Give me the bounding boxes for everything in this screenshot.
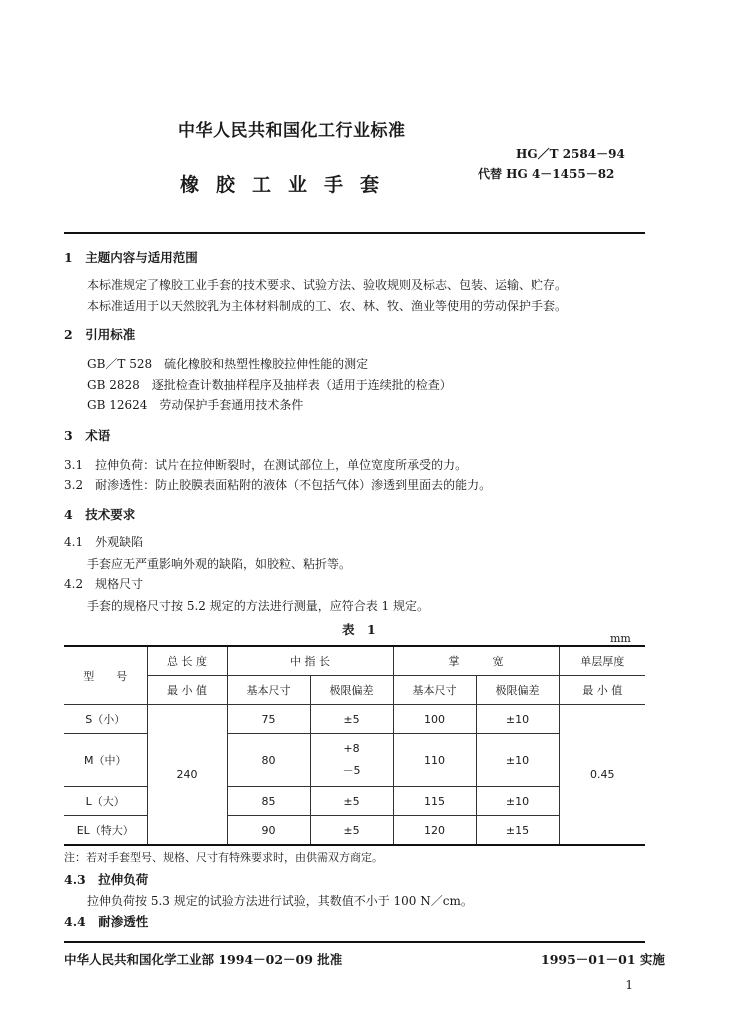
- header-total-length: 总 长 度: [147, 646, 227, 676]
- header-model: 型 号: [64, 646, 147, 705]
- cell-palm-size: 100: [393, 705, 476, 734]
- section-1-paragraph-1: 本标准规定了橡胶工业手套的技术要求、试验方法、验收规则及标志、包装、运输、贮存。: [87, 278, 568, 292]
- cell-palm-deviation: ±10: [476, 705, 559, 734]
- section-4-3-text: 拉伸负荷按 5.3 规定的试验方法进行试验，其数值不小于 100 N／cm。: [87, 894, 473, 908]
- term-item: 3.1 拉伸负荷：试片在拉伸断裂时，在测试部位上，单位宽度所承受的力。: [64, 458, 468, 472]
- cell-palm-size: 115: [393, 787, 476, 816]
- cell-model: M（中）: [64, 734, 147, 787]
- cell-thickness: 0.45: [559, 705, 645, 846]
- header-palm-width: 掌 宽: [393, 646, 559, 676]
- cell-finger-size: 80: [227, 734, 310, 787]
- section-4-heading: 4 技术要求: [64, 507, 136, 522]
- header-min-value: 最 小 值: [559, 676, 645, 705]
- cell-model: EL（特大）: [64, 816, 147, 846]
- cell-palm-deviation: ±10: [476, 787, 559, 816]
- cell-finger-deviation: ±5: [310, 787, 393, 816]
- cell-model: L（大）: [64, 787, 147, 816]
- cell-palm-size: 110: [393, 734, 476, 787]
- section-1-paragraph-2: 本标准适用于以天然胶乳为主体材料制成的工、农、林、牧、渔业等使用的劳动保护手套。: [87, 299, 568, 313]
- cell-palm-size: 120: [393, 816, 476, 846]
- replaces-standard: 代替 HG 4－1455－82: [478, 167, 615, 181]
- spec-table: [64, 645, 645, 846]
- table-caption: 表 1: [342, 622, 376, 637]
- header-min-value: 最 小 值: [147, 676, 227, 705]
- cell-finger-size: 85: [227, 787, 310, 816]
- cell-finger-size: 75: [227, 705, 310, 734]
- standard-code: HG／T 2584－94: [516, 147, 625, 161]
- cell-palm-deviation: ±15: [476, 816, 559, 846]
- table-row: [64, 705, 645, 734]
- reference-item: GB 12624 劳动保护手套通用技术条件: [87, 398, 304, 412]
- cell-finger-deviation: ±5: [310, 816, 393, 846]
- header-basic-size: 基本尺寸: [227, 676, 310, 705]
- deviation-minus: －5: [342, 764, 361, 777]
- table-note: 注：若对手套型号、规格、尺寸有特殊要求时，由供需双方商定。: [64, 851, 383, 864]
- section-2-heading: 2 引用标准: [64, 327, 136, 342]
- effective-date: 1995－01－01 实施: [541, 952, 665, 967]
- section-3-heading: 3 术语: [64, 428, 111, 443]
- cell-model: S（小）: [64, 705, 147, 734]
- section-4-2-text: 手套的规格尺寸按 5.2 规定的方法进行测量，应符合表 1 规定。: [87, 599, 429, 613]
- cell-finger-deviation: [310, 734, 393, 787]
- cell-total-length: 240: [147, 705, 227, 846]
- header-middle-finger: 中 指 长: [227, 646, 393, 676]
- header-single-thickness: 单层厚度: [559, 646, 645, 676]
- approval-line: 中华人民共和国化学工业部 1994－02－09 批准: [64, 952, 343, 967]
- document-title: 橡胶工业手套: [180, 174, 397, 196]
- reference-item: GB／T 528 硫化橡胶和热塑性橡胶拉伸性能的测定: [87, 357, 369, 371]
- footer-divider: [64, 941, 645, 943]
- header-limit-deviation: 极限偏差: [476, 676, 559, 705]
- cell-palm-deviation: ±10: [476, 734, 559, 787]
- reference-item: GB 2828 逐批检查计数抽样程序及抽样表（适用于连续批的检查）: [87, 378, 452, 392]
- cell-finger-size: 90: [227, 816, 310, 846]
- section-4-1-heading: 4.1 外观缺陷: [64, 535, 144, 549]
- section-1-heading: 1 主题内容与适用范围: [64, 250, 198, 265]
- table-unit: mm: [610, 632, 631, 645]
- header-limit-deviation: 极限偏差: [310, 676, 393, 705]
- deviation-plus: +8: [343, 742, 360, 755]
- section-4-4-heading: 4.4 耐渗透性: [64, 914, 149, 929]
- header-divider: [64, 232, 645, 234]
- term-item: 3.2 耐渗透性：防止胶膜表面粘附的液体（不包括气体）渗透到里面去的能力。: [64, 478, 492, 492]
- section-4-2-heading: 4.2 规格尺寸: [64, 577, 144, 591]
- section-4-1-text: 手套应无严重影响外观的缺陷，如胶粒、粘折等。: [87, 557, 352, 571]
- section-4-3-heading: 4.3 拉伸负荷: [64, 872, 149, 887]
- org-title: 中华人民共和国化工行业标准: [178, 121, 406, 141]
- cell-finger-deviation: ±5: [310, 705, 393, 734]
- header-basic-size: 基本尺寸: [393, 676, 476, 705]
- page-number: 1: [625, 978, 633, 992]
